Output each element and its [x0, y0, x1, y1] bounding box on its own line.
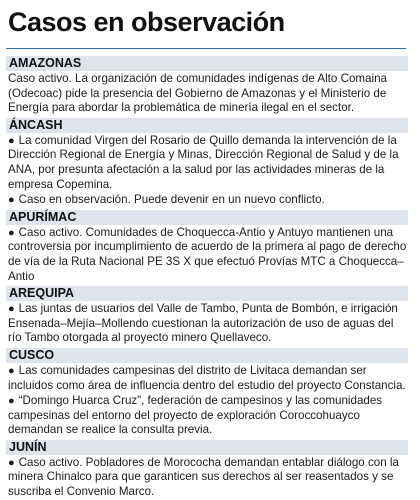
case-text: Caso activo. La organización de comunidades indígenas de Alto Comaina (Odecoac) pide la presencia del Gobierno de Amazonas y el Ministerio de Energía para abordar la problemática de minería ilegal en el sector. — [8, 72, 387, 115]
case-text: Las juntas de usuarios del Valle de Tambo, Punta de Bombón, e irrigación Ensenada–Mejía–Mollendo cuestionan la autorización de uso de aguas del río Tambo otorgada al proyecto minero Quellaveco. — [8, 302, 398, 345]
page-title: Casos en observación — [8, 7, 285, 37]
case-text: “Domingo Huarca Cruz”, federación de campesinos y las comunidades campesinas del entorno del proyecto de exploración Coroccohuayco demandan se realice la consulta previa. — [8, 394, 383, 437]
case-paragraph — [6, 134, 408, 192]
region-header: CUSCO — [6, 348, 408, 363]
case-text: Caso activo. Pobladores de Morococha demandan entablar diálogo con la minera Chinalco para que garanticen sus derechos al ser reasentados y se suscriba el Convenio Marco. — [8, 455, 399, 499]
case-text: Las comunidades campesinas del distrito de Livitaca demandan ser incluidos como área de influencia dentro del estudio del proyecto Constancia. — [8, 363, 406, 392]
bullet-icon: ● — [8, 303, 15, 316]
case-paragraph — [6, 364, 408, 393]
case-paragraph — [6, 226, 408, 284]
case-paragraph — [6, 193, 408, 208]
case-paragraph — [6, 456, 408, 500]
region-header: AMAZONAS — [6, 56, 408, 71]
bullet-icon: ● — [8, 134, 15, 147]
case-paragraph — [6, 72, 408, 116]
title-divider — [6, 48, 406, 49]
bullet-icon: ● — [8, 456, 15, 469]
region-header: JUNÍN — [6, 440, 408, 455]
case-text: Caso en observación. Puede devenir en un nuevo conflicto. — [18, 193, 325, 207]
case-paragraph — [6, 302, 408, 346]
cases-list — [6, 56, 408, 500]
region-header: APURÍMAC — [6, 210, 408, 225]
bullet-icon: ● — [8, 364, 15, 377]
bullet-icon: ● — [8, 395, 15, 408]
bullet-icon: ● — [8, 194, 15, 207]
case-text: Caso activo. Comunidades de Choquecca-Antio y Antuyo mantienen una controversia por incumplimiento de acuerdo de la primera al pago de derecho de vía de la Ruta Nacional PE 3S X que efectuó Provías MTC a Choquecca– Antio — [8, 225, 407, 283]
region-header: AREQUIPA — [6, 286, 408, 301]
case-paragraph — [6, 394, 408, 438]
case-text: La comunidad Virgen del Rosario de Quillo demanda la intervención de la Dirección Regional de Energía y Minas, Dirección Regional de Salud y de la ANA, por presunta afectación a la salud por las actividades mineras de la empresa Copemina. — [8, 133, 399, 191]
bullet-icon: ● — [8, 226, 15, 239]
region-header: ÁNCASH — [6, 118, 408, 133]
